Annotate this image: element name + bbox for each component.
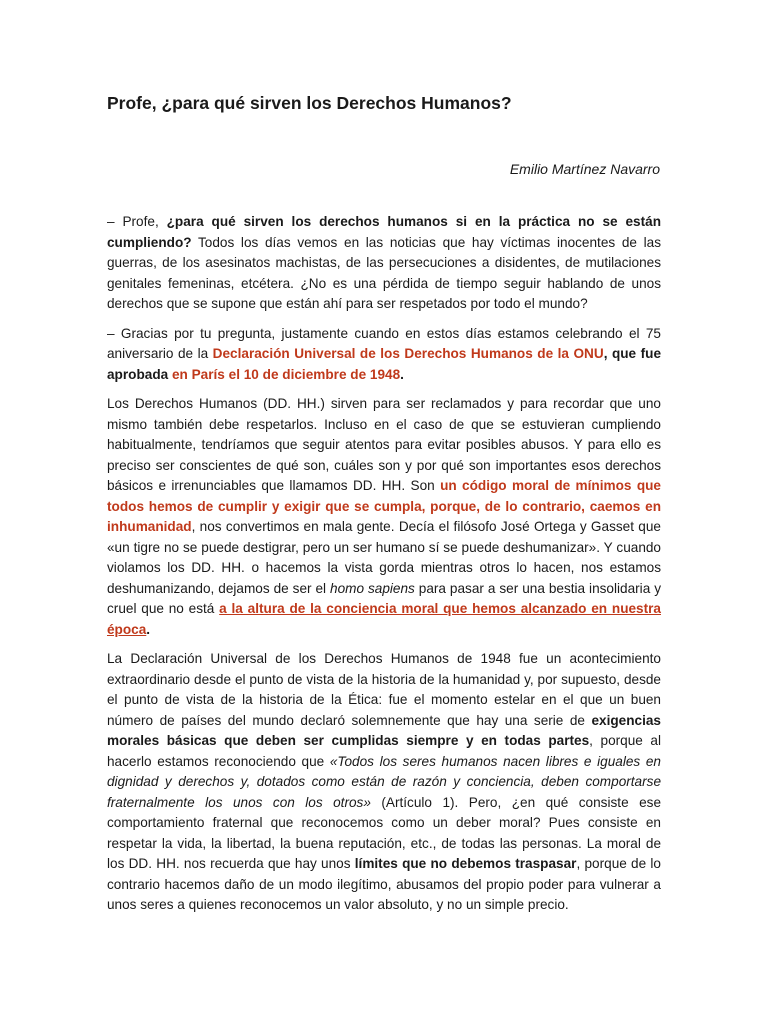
paragraph-declaration xyxy=(107,649,661,916)
paragraph-human-rights xyxy=(107,394,661,640)
bold-limits: límites que no debemos traspasar xyxy=(354,856,577,871)
bold-text: . xyxy=(146,621,151,637)
author-name: Emilio Martínez Navarro xyxy=(509,161,660,177)
bold-question: ¿para qué sirven los derechos humanos si en la práctica no se están cumpliendo? xyxy=(107,214,661,250)
text-run: (Artículo 1). Pero, ¿en qué consiste ese comportamiento fraternal que reconocemos como un deber moral? Pues consiste en respetar la vida, la libertad, la buena reputación, etc., de todas las personas. La moral de los DD. HH. nos recuerda que hay unos xyxy=(107,794,662,871)
italic-homo-sapiens: homo sapiens xyxy=(330,580,415,596)
italic-article-quote: «Todos los seres humanos nacen libres e iguales en dignidad y derechos y, dotados como están de razón y conciencia, deben comportarse fraternalmente los unos con los otros» xyxy=(107,753,661,810)
text-run: – Profe, xyxy=(107,214,167,229)
highlight-date: en París el 10 de diciembre de 1948 xyxy=(168,366,401,382)
text-run: La Declaración Universal de los Derechos Humanos de 1948 fue un acontecimiento extraordinario desde el punto de vista de la historia de la humanidad y, por supuesto, desde el punto de vista de la historia de la Ética: fue el momento estelar en el que un buen número de países del mundo declaró solemnemente que hay una serie de xyxy=(107,651,661,728)
text-run: , porque de lo contrario hacemos daño de un modo ilegítimo, abusamos del propio poder para vulnerar a unos seres a quienes reconocemos un valor absoluto, y no un simple precio. xyxy=(107,856,661,912)
paragraph-question xyxy=(107,212,661,315)
highlight-declaration: Declaración Universal de los Derechos Humanos de la ONU xyxy=(212,346,604,361)
text-run: , porque al hacerlo estamos reconociendo que xyxy=(107,733,661,769)
document-body xyxy=(107,212,661,925)
text-run: , nos convertimos en mala gente. Decía el filósofo José Ortega y Gasset que «un tigre no se puede destigrar, pero un ser humano sí se puede deshumanizar». Y cuando violamos los DD. HH. o hacemos la vista gorda mientras otros lo hacen, nos estamos deshumanizando, dejamos de ser el xyxy=(107,519,661,596)
highlight-moral-conscience: a la altura de la conciencia moral que hemos alcanzado en nuestra época xyxy=(107,601,661,637)
paragraph-answer xyxy=(107,324,661,386)
document-title: Profe, ¿para qué sirven los Derechos Humanos? xyxy=(107,93,512,113)
text-run: Todos los días vemos en las noticias que hay víctimas inocentes de las guerras, de los asesinatos machistas, de las persecuciones a disidentes, de mutilaciones genitales femeninas, etcétera. ¿No es una pérdida de tiempo seguir hablando de unos derechos que se supone que están ahí para ser respetados por todo el mundo? xyxy=(107,234,661,311)
bold-text: , que fue aprobada xyxy=(107,346,662,382)
text-run: Los Derechos Humanos (DD. HH.) sirven para ser reclamados y para recordar que uno mismo también debe respetarlos. Incluso en el caso de que se estuvieran cumpliendo habitualmente, tendríamos que seguir atentos para evitar posibles abusos. Y para ello es preciso ser conscientes de qué son, cuáles son y por qué son importantes esos derechos básicos e irrenunciables que llamamos DD. HH. Son xyxy=(107,396,661,493)
highlight-moral-code: un código moral de mínimos que todos hemos de cumplir y exigir que se cumpla, porque, de lo contrario, caemos en inhumanidad xyxy=(107,478,661,534)
text-run: – Gracias por tu pregunta, justamente cuando en estos días estamos celebrando el 75 aniversario de la xyxy=(107,325,661,361)
text-run: para pasar a ser una bestia insolidaria y cruel que no está xyxy=(107,580,662,616)
bold-moral-requirements: exigencias morales básicas que deben ser cumplidas siempre y en todas partes xyxy=(107,712,661,748)
bold-text: . xyxy=(400,366,404,382)
